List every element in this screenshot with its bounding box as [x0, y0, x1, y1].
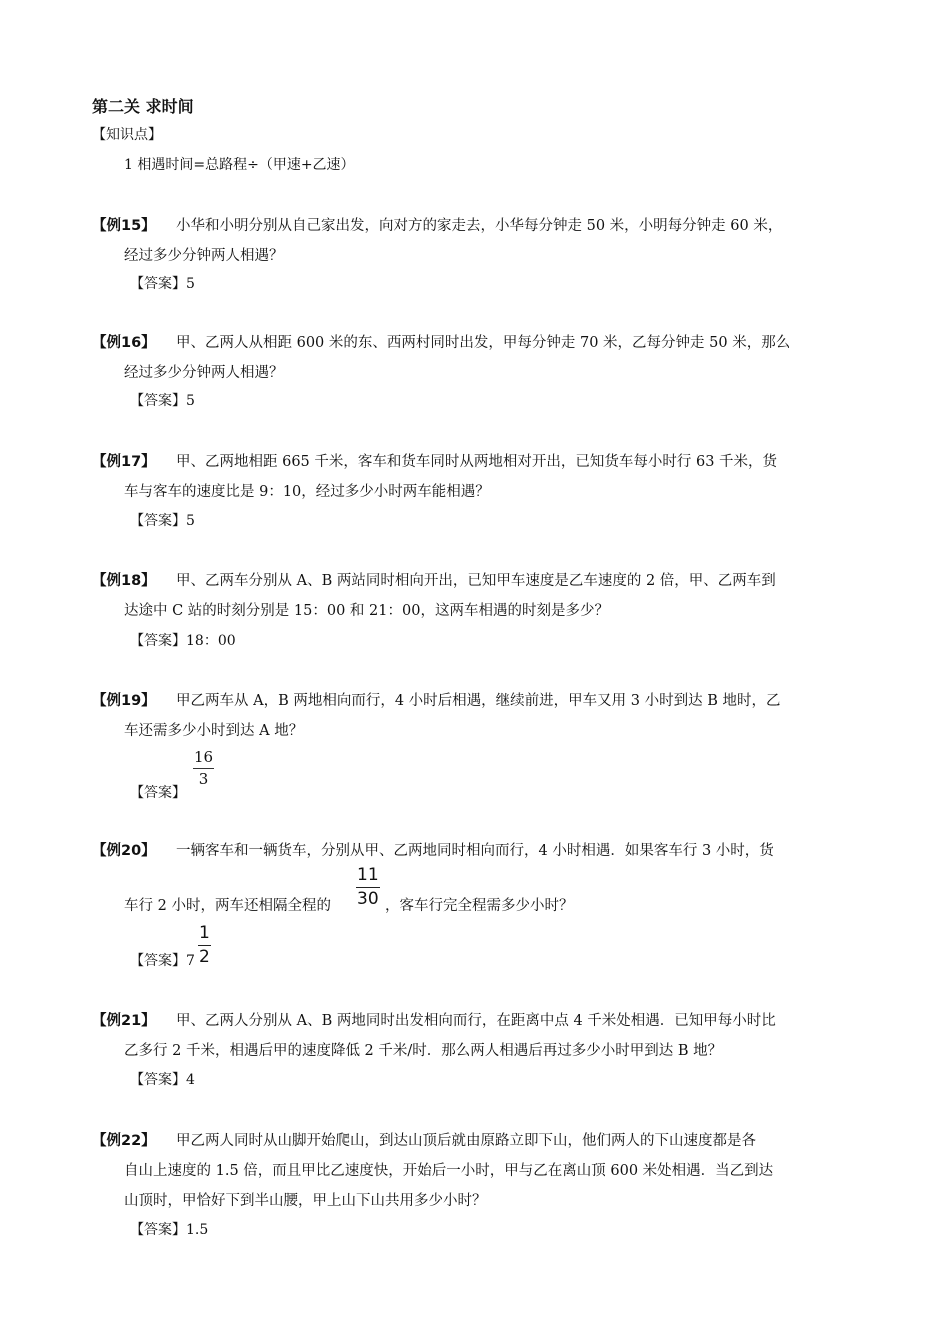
fraction-denominator: 2	[199, 947, 210, 967]
answer-label: 【答案】	[130, 633, 186, 649]
answer-row	[130, 950, 195, 970]
answer-fraction	[193, 750, 214, 787]
question-line: 自山上速度的 1.5 倍，而且甲比乙速度快，开始后一小时，甲与乙在离山顶 600 米处相遇．当乙到达	[124, 1163, 774, 1179]
answer-label: 【答案】	[130, 393, 186, 409]
answer-value: 5	[186, 276, 195, 292]
fraction-denominator: 3	[198, 770, 209, 788]
example-label: 【例20】	[92, 843, 156, 859]
question-line: 乙多行 2 千米，相遇后甲的速度降低 2 千米/时．那么两人相遇后再过多少小时甲到达 B 地？	[124, 1043, 723, 1059]
answer-row	[130, 273, 195, 293]
answer-label: 【答案】	[130, 1072, 186, 1088]
answer-value: 5	[186, 513, 195, 529]
answer-row	[130, 390, 195, 410]
inline-fraction	[356, 867, 380, 908]
knowledge-heading: 【知识点】	[92, 127, 162, 143]
question-line: 小华和小明分别从自己家出发，向对方的家走去，小华每分钟走 50 米，小明每分钟走 60 米，	[176, 218, 783, 234]
answer-row	[130, 630, 236, 650]
answer-label: 【答案】	[130, 276, 186, 292]
answer-value: 5	[186, 393, 195, 409]
example-label: 【例15】	[92, 218, 156, 234]
answer-fraction	[198, 925, 211, 966]
fraction-numerator: 1	[198, 925, 211, 946]
answer-label: 【答案】	[130, 513, 186, 529]
question-line: 经过多少分钟两人相遇？	[124, 365, 284, 381]
question-line: 一辆客车和一辆货车，分别从甲、乙两地同时相向而行，4 小时相遇．如果客车行 3 小时，货	[176, 843, 774, 859]
question-line-before: 车行 2 小时，两车还相隔全程的	[124, 898, 331, 914]
fraction-numerator: 16	[193, 750, 214, 769]
answer-label: 【答案】	[130, 1222, 186, 1238]
answer-whole: 7	[186, 953, 195, 969]
knowledge-formula: 1 相遇时间=总路程÷（甲速+乙速）	[124, 157, 355, 173]
answer-row	[130, 510, 195, 530]
question-line: 达途中 C 站的时刻分别是 15：00 和 21：00，这两车相遇的时刻是多少？	[124, 603, 609, 619]
question-line-after: ，客车行完全程需多少小时？	[385, 898, 574, 914]
answer-value: 18：00	[186, 633, 236, 649]
answer-value: 4	[186, 1072, 195, 1088]
question-line: 甲、乙两人从相距 600 米的东、西两村同时出发，甲每分钟走 70 米，乙每分钟走 50 米，那么	[176, 335, 791, 351]
question-line: 甲乙两人同时从山脚开始爬山，到达山顶后就由原路立即下山，他们两人的下山速度都是各	[176, 1133, 756, 1149]
answer-row	[130, 1219, 208, 1239]
question-line: 经过多少分钟两人相遇？	[124, 248, 284, 264]
example-label: 【例17】	[92, 454, 156, 470]
fraction-numerator: 11	[356, 867, 380, 888]
fraction-denominator: 30	[357, 889, 379, 909]
section-title: 第二关 求时间	[92, 97, 194, 116]
question-line: 甲、乙两车分别从 A、B 两站同时相向开出，已知甲车速度是乙车速度的 2 倍，甲、乙两车到	[176, 573, 776, 589]
example-label: 【例16】	[92, 335, 156, 351]
example-label: 【例21】	[92, 1013, 156, 1029]
example-label: 【例18】	[92, 573, 156, 589]
question-line: 甲乙两车从 A，B 两地相向而行，4 小时后相遇，继续前进，甲车又用 3 小时到达 B 地时，乙	[176, 693, 781, 709]
answer-label: 【答案】	[130, 953, 186, 969]
answer-row	[130, 1069, 195, 1089]
question-line: 山顶时，甲恰好下到半山腰，甲上山下山共用多少小时？	[124, 1193, 487, 1209]
answer-value: 1.5	[186, 1222, 209, 1238]
example-label: 【例19】	[92, 693, 156, 709]
answer-label: 【答案】	[130, 785, 186, 801]
example-label: 【例22】	[92, 1133, 156, 1149]
question-line: 车还需多少小时到达 A 地？	[124, 723, 304, 739]
question-line: 甲、乙两地相距 665 千米，客车和货车同时从两地相对开出，已知货车每小时行 63 千米，货	[176, 454, 778, 470]
question-line: 甲、乙两人分别从 A、B 两地同时出发相向而行，在距离中点 4 千米处相遇．已知甲每小时比	[176, 1013, 776, 1029]
question-line: 车与客车的速度比是 9：10，经过多少小时两车能相遇？	[124, 484, 490, 500]
